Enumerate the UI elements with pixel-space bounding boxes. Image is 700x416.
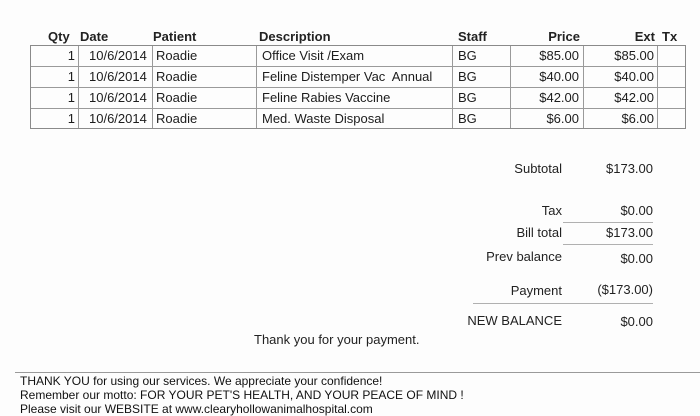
subtotal-label: Subtotal (514, 161, 562, 176)
table-row (31, 46, 685, 66)
cell-qty: 1 (67, 48, 75, 63)
cell-date: 10/6/2014 (89, 69, 147, 84)
bill-total-label: Bill total (516, 225, 562, 240)
cell-ext: $85.00 (614, 48, 654, 63)
cell-staff: BG (458, 111, 477, 126)
cell-patient: Roadie (156, 48, 198, 63)
cell-price: $85.00 (539, 48, 579, 63)
cell-staff: BG (458, 90, 477, 105)
cell-patient: Roadie (156, 90, 198, 105)
cell-price: $40.00 (539, 69, 579, 84)
cell-ext: $6.00 (621, 111, 654, 126)
header-price: Price (548, 29, 580, 44)
payment-label: Payment (510, 283, 562, 298)
payment-value: ($173.00) (597, 282, 653, 297)
cell-description: Feline Rabies Vaccine (262, 90, 391, 105)
subtotal-value: $173.00 (606, 161, 653, 176)
header-ext: Ext (634, 29, 655, 44)
cell-staff: BG (458, 48, 477, 63)
tax-underline (563, 222, 653, 223)
tax-value: $0.00 (620, 203, 653, 218)
footer-line-2: Remember our motto: FOR YOUR PET'S HEALTH, AND YOUR PEACE OF MIND ! (20, 388, 464, 402)
cell-description: Office Visit /Exam (262, 48, 365, 63)
cell-date: 10/6/2014 (89, 90, 147, 105)
cell-patient: Roadie (156, 111, 198, 126)
footer-line-1: THANK YOU for using our services. We appreciate your confidence! (20, 374, 383, 388)
cell-date: 10/6/2014 (89, 48, 147, 63)
line-items-table (30, 45, 686, 129)
cell-qty: 1 (67, 69, 75, 84)
header-description: Description (259, 29, 331, 44)
header-qty: Qty (48, 29, 70, 44)
table-row (31, 67, 685, 87)
cell-ext: $42.00 (614, 90, 654, 105)
table-row (31, 88, 685, 108)
cell-ext: $40.00 (614, 69, 654, 84)
payment-underline (473, 303, 653, 304)
prev-balance-value: $0.00 (620, 251, 653, 266)
table-row (31, 109, 685, 129)
new-balance-label: NEW BALANCE (467, 313, 562, 328)
prev-balance-label: Prev balance (486, 249, 562, 264)
thank-you-message: Thank you for your payment. (254, 332, 420, 347)
cell-patient: Roadie (156, 69, 198, 84)
header-tx: Tx (662, 29, 678, 44)
cell-description: Med. Waste Disposal (262, 111, 385, 126)
bill-total-value: $173.00 (606, 225, 653, 240)
cell-date: 10/6/2014 (89, 111, 147, 126)
footer-divider (15, 372, 700, 373)
cell-staff: BG (458, 69, 477, 84)
tax-label: Tax (541, 203, 562, 218)
footer-line-3: Please visit our WEBSITE at www.clearyhollowanimalhospital.com (20, 402, 373, 416)
header-patient: Patient (153, 29, 197, 44)
header-date: Date (80, 29, 109, 44)
cell-price: $6.00 (546, 111, 579, 126)
header-staff: Staff (458, 29, 487, 44)
cell-price: $42.00 (539, 90, 579, 105)
cell-qty: 1 (67, 111, 75, 126)
cell-qty: 1 (67, 90, 75, 105)
cell-description: Feline Distemper Vac Annual (262, 69, 433, 84)
new-balance-value: $0.00 (620, 314, 653, 329)
bill-total-underline (563, 244, 653, 245)
